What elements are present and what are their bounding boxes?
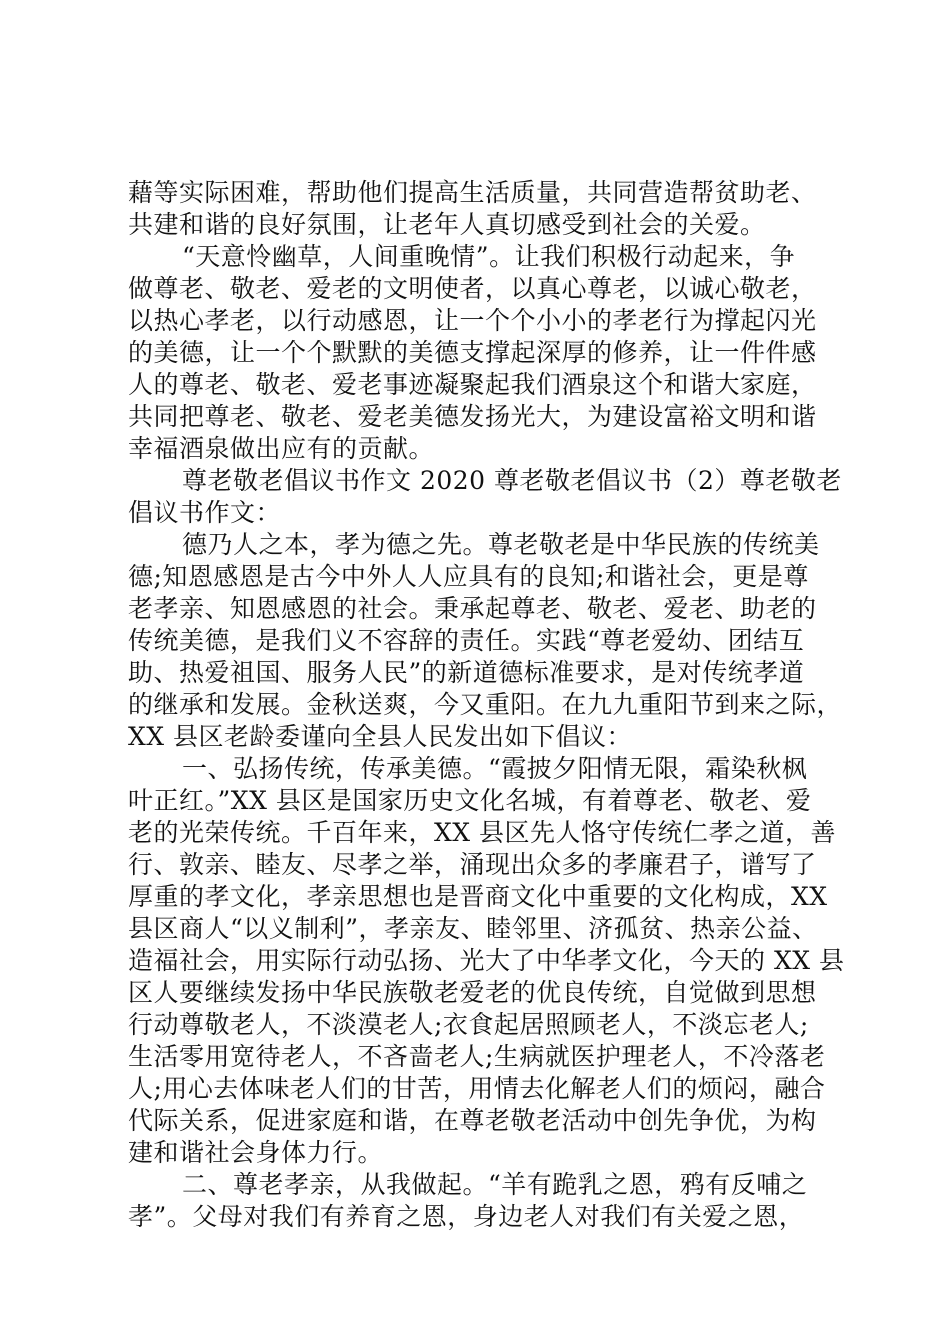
text-line: 的美德，让一个个默默的美德支撑起深厚的修养，让一件件感	[128, 338, 817, 367]
text-line: 孝”。父母对我们有养育之恩，身边老人对我们有关爱之恩，	[128, 1202, 805, 1231]
text-line: XX 县区老龄委谨向全县人民发出如下倡议：	[128, 722, 633, 751]
text-line: 老孝亲、知恩感恩的社会。秉承起尊老、敬老、爱老、助老的	[128, 594, 817, 623]
text-line: 共建和谐的良好氛围，让老年人真切感受到社会的关爱。	[128, 210, 766, 239]
text-line: 老的光荣传统。千百年来，XX 县区先人恪守传统仁孝之道，善	[128, 818, 837, 847]
document-body	[128, 177, 845, 1233]
paragraph-first-line: 一、弘扬传统，传承美德。“霞披夕阳情无限，霜染秋枫	[182, 754, 808, 783]
text-line: 德;知恩感恩是古今中外人人应具有的良知;和谐社会，更是尊	[128, 562, 809, 591]
text-line: 建和谐社会身体力行。	[128, 1138, 384, 1167]
text-line: 的继承和发展。金秋送爽，今又重阳。在九九重阳节到来之际，	[128, 690, 843, 719]
text-line: 县区商人“以义制利”，孝亲友、睦邻里、济孤贫、热亲公益、	[128, 914, 818, 943]
text-line: 幸福酒泉做出应有的贡献。	[128, 434, 435, 463]
paragraph-first-line: 德乃人之本，孝为德之先。尊老敬老是中华民族的传统美	[182, 530, 820, 559]
paragraph-first-line: 二、尊老孝亲，从我做起。“羊有跪乳之恩，鸦有反哺之	[182, 1170, 808, 1199]
text-line: 人的尊老、敬老、爱老事迹凝聚起我们酒泉这个和谐大家庭，	[128, 370, 817, 399]
text-line: 叶正红。”XX 县区是国家历史文化名城，有着尊老、敬老、爱	[128, 786, 812, 815]
text-line: 行、敦亲、睦友、尽孝之举，涌现出众多的孝廉君子，谱写了	[128, 850, 817, 879]
text-line: 共同把尊老、敬老、爱老美德发扬光大，为建设富裕文明和谐	[128, 402, 817, 431]
text-line: 代际关系，促进家庭和谐，在尊老敬老活动中创先争优，为构	[128, 1106, 817, 1135]
text-line: 人;用心去体味老人们的甘苦，用情去化解老人们的烦闷，融合	[128, 1074, 826, 1103]
text-line: 行动尊敬老人，不淡漠老人;衣食起居照顾老人，不淡忘老人;	[128, 1010, 809, 1039]
text-line: 生活零用宽待老人，不吝啬老人;生病就医护理老人，不冷落老	[128, 1042, 826, 1071]
text-line: 藉等实际困难，帮助他们提高生活质量，共同营造帮贫助老、	[128, 178, 817, 207]
text-line: 传统美德，是我们义不容辞的责任。实践“尊老爱幼、团结互	[128, 626, 805, 655]
paragraph-first-line: “天意怜幽草，人间重晚情”。让我们积极行动起来，争	[182, 242, 796, 271]
text-line: 做尊老、敬老、爱老的文明使者，以真心尊老，以诚心敬老，	[128, 274, 817, 303]
paragraph-first-line: 尊老敬老倡议书作文 2020 尊老敬老倡议书（2）尊老敬老	[182, 466, 842, 495]
text-line: 以热心孝老，以行动感恩，让一个个小小的孝老行为撑起闪光	[128, 306, 817, 335]
text-line: 造福社会，用实际行动弘扬、光大了中华孝文化，今天的 XX 县	[128, 946, 845, 975]
text-line: 助、热爱祖国、服务人民”的新道德标准要求，是对传统孝道	[128, 658, 805, 687]
text-line: 倡议书作文：	[128, 498, 282, 527]
text-line: 厚重的孝文化，孝亲思想也是晋商文化中重要的文化构成，XX	[128, 882, 828, 911]
text-line: 区人要继续发扬中华民族敬老爱老的优良传统，自觉做到思想	[128, 978, 817, 1007]
